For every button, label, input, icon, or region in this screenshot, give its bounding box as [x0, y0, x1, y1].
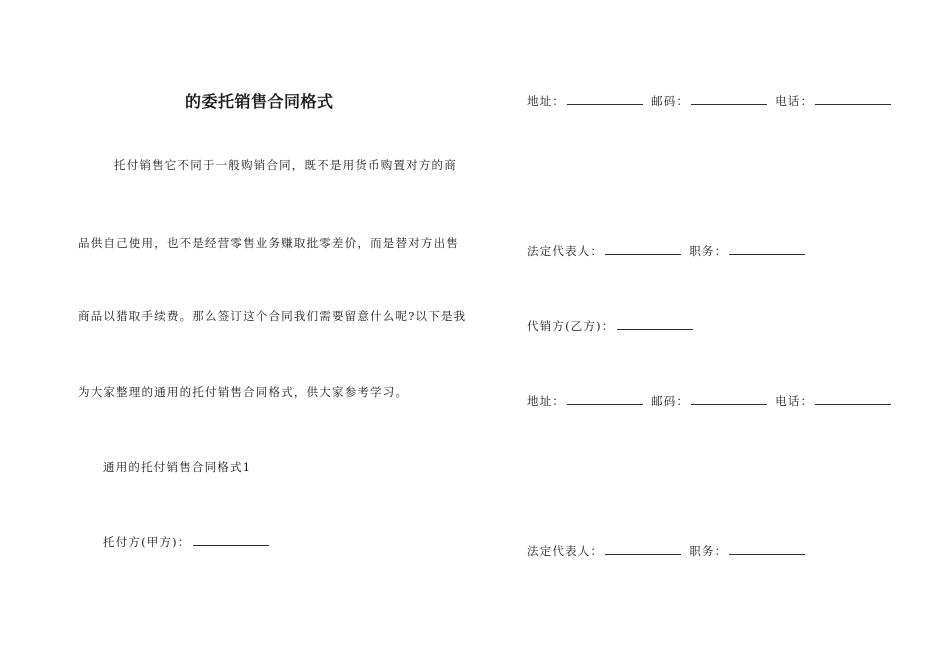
rep-label: 法定代表人： [527, 244, 604, 258]
address-row-1 [527, 94, 891, 108]
postcode-label: 邮码： [651, 94, 690, 108]
phone-blank [815, 394, 891, 405]
rep-blank [605, 544, 681, 555]
document-title: 的委托销售合同格式 [185, 92, 334, 111]
agent-label: 代销方(乙方)： [527, 319, 615, 333]
postcode-blank [691, 394, 767, 405]
phone-label: 电话： [775, 394, 814, 408]
consignor-blank [193, 535, 269, 546]
address-label: 地址： [527, 94, 566, 108]
intro-line-4: 为大家整理的通用的托付销售合同格式，供大家参考学习。 [78, 385, 409, 399]
address-blank [567, 394, 643, 405]
postcode-label: 邮码： [651, 394, 690, 408]
section-heading: 通用的托付销售合同格式1 [103, 460, 252, 474]
position-label: 职务： [689, 244, 728, 258]
rep-label: 法定代表人： [527, 544, 604, 558]
postcode-blank [691, 94, 767, 105]
intro-line-1: 托付销售它不同于一般购销合同，既不是用货币购置对方的商 [114, 158, 457, 172]
address-label: 地址： [527, 394, 566, 408]
address-row-2 [527, 394, 891, 408]
address-blank [567, 94, 643, 105]
rep-row-2 [527, 544, 805, 558]
consignor-row [103, 535, 269, 549]
consignor-label: 托付方(甲方)： [103, 535, 191, 549]
phone-blank [815, 94, 891, 105]
position-label: 职务： [689, 544, 728, 558]
rep-blank [605, 244, 681, 255]
position-blank [729, 544, 805, 555]
agent-row [527, 319, 693, 333]
position-blank [729, 244, 805, 255]
rep-row-1 [527, 244, 805, 258]
intro-line-3: 商品以猎取手续费。那么签订这个合同我们需要留意什么呢?以下是我 [78, 309, 467, 323]
phone-label: 电话： [775, 94, 814, 108]
intro-line-2: 品供自己使用，也不是经营零售业务赚取批零差价，而是替对方出售 [78, 236, 459, 250]
agent-blank [617, 319, 693, 330]
